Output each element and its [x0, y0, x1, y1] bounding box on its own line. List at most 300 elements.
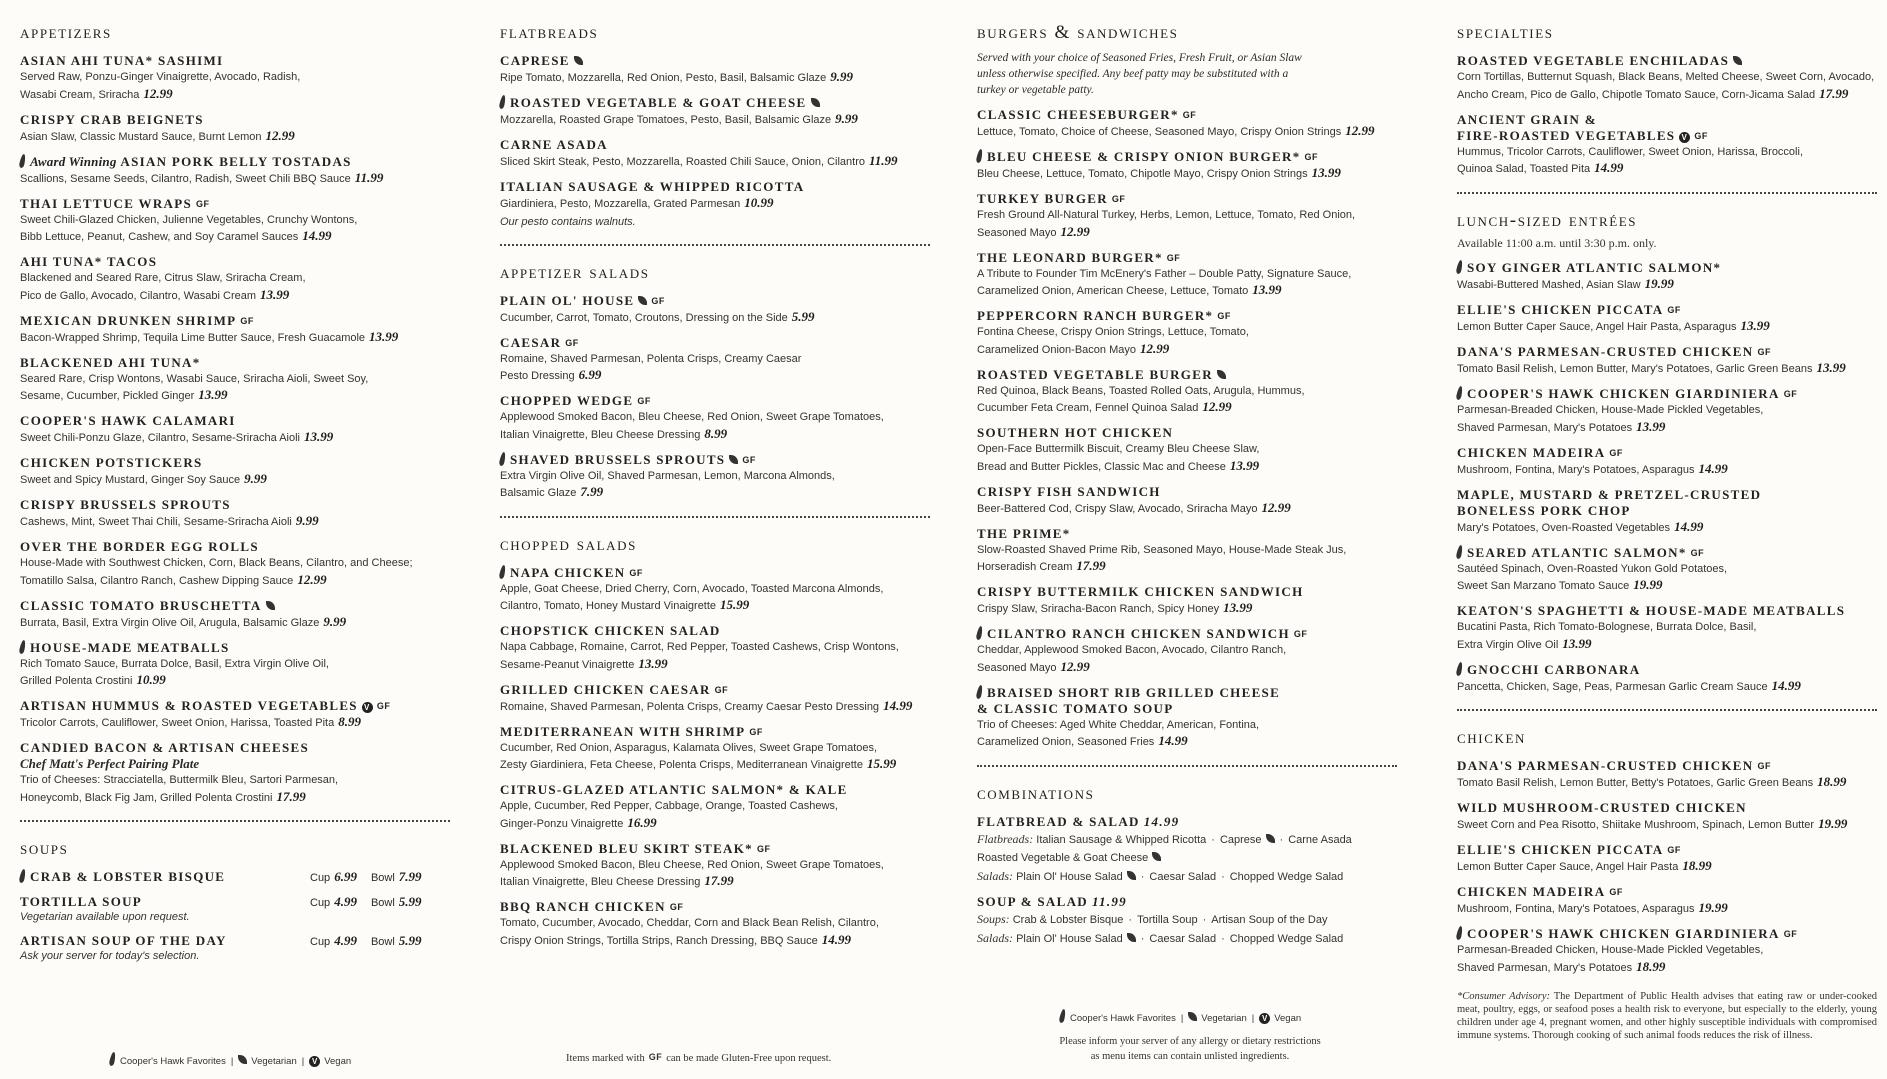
menu-item — [977, 367, 1397, 417]
item-desc: Pesto Dressing — [500, 370, 575, 382]
combo-option: Chopped Wedge Salad — [1229, 870, 1344, 883]
item-desc: Sweet and Spicy Mustard, Ginger Soy Sauce — [20, 474, 241, 486]
menu-item — [500, 179, 930, 230]
menu-item — [20, 640, 450, 690]
item-desc: Ginger-Ponzu Vinaigrette — [500, 817, 624, 830]
gluten-free-badge: GF — [1304, 152, 1319, 162]
item-price: 9.99 — [830, 69, 854, 84]
menu-item — [500, 137, 930, 171]
menu-item — [977, 107, 1397, 141]
burgers-intro — [977, 50, 1397, 98]
combo-option: Tortilla Soup — [1137, 914, 1198, 926]
item-price: 14.99 — [1158, 733, 1188, 748]
item-desc: Romaine, Shaved Parmesan, Polenta Crisps, Creamy Caesar Pesto Dressing — [500, 700, 880, 713]
advisory-label: *Consumer Advisory: — [1457, 991, 1550, 1002]
combo-flatbread-options: Flatbreads: Italian Sausage & Whipped Ricotta · Caprese · Carne Asada Roasted Vegetable & Goat Cheese — [977, 831, 1352, 864]
combo-option: Italian Sausage & Whipped Ricotta — [1036, 833, 1207, 846]
cup-price: 6.99 — [334, 869, 357, 884]
item-desc: Sautéed Spinach, Oven-Roasted Yukon Gold Potatoes, — [1457, 562, 1728, 575]
section-divider — [500, 244, 930, 246]
gluten-free-badge: GF — [714, 684, 729, 695]
item-desc: Bucatini Pasta, Rich Tomato-Bolognese, Burrata Dolce, Basil, — [1457, 621, 1757, 633]
item-name: WILD MUSHROOM-CRUSTED CHICKEN — [1457, 800, 1747, 815]
vegan-icon: V — [1679, 132, 1690, 143]
gluten-free-badge: GF — [376, 701, 391, 711]
menu-item — [20, 497, 450, 531]
gluten-free-badge: GF — [637, 396, 651, 406]
menu-item — [1457, 842, 1877, 876]
item-desc: Trio of Cheeses: Aged White Cheddar, American, Fontina, — [977, 718, 1260, 731]
item-name: COOPER'S HAWK CALAMARI — [20, 413, 236, 428]
item-desc: Caramelized Onion, American Cheese, Lettuce, Tomato — [977, 285, 1249, 297]
allergy-note-line: Please inform your server of any allergy or dietary restrictions — [1059, 1036, 1321, 1047]
item-price: 13.99 — [1223, 600, 1253, 615]
menu-item — [500, 899, 930, 949]
item-price: 6.99 — [578, 367, 602, 382]
item-name: CAESAR — [500, 334, 562, 350]
item-name: KEATON'S SPAGHETTI & HOUSE-MADE MEATBALLS — [1457, 603, 1846, 618]
item-note: Vegetarian available upon request. — [20, 910, 190, 923]
item-desc: Apple, Cucumber, Red Pepper, Cabbage, Orange, Toasted Cashews, — [500, 800, 838, 812]
cup-label: Cup — [310, 896, 331, 909]
menu-item — [1457, 112, 1877, 178]
item-desc: Ripe Tomato, Mozzarella, Red Onion, Pesto, Basil, Balsamic Glaze — [500, 72, 827, 84]
item-name: CANDIED BACON & ARTISAN CHEESES — [20, 740, 310, 755]
hawk-feather-icon — [109, 1052, 117, 1067]
item-name: ELLIE'S CHICKEN PICCATA — [1457, 302, 1664, 317]
hawk-feather-icon — [19, 869, 27, 884]
section-title-soups: soups — [20, 838, 69, 859]
cup-price: 4.99 — [334, 893, 357, 909]
gf-note-code: GF — [648, 1052, 663, 1062]
item-desc: Giardiniera, Pesto, Mozzarella, Grated Parmesan — [500, 198, 741, 210]
menu-item — [500, 452, 930, 502]
item-name: SOUP & SALAD — [977, 894, 1088, 909]
hawk-feather-icon — [976, 149, 984, 164]
item-price: 16.99 — [627, 814, 657, 830]
lunch-availability: Available 11:00 a.m. until 3:30 p.m. only. — [1457, 235, 1657, 250]
item-desc: Lemon Butter Caper Sauce, Angel Hair Pasta, Asparagus — [1457, 321, 1737, 333]
item-name: ARTISAN HUMMUS & ROASTED VEGETABLES — [20, 698, 358, 713]
item-desc: Bibb Lettuce, Peanut, Cashew, and Soy Caramel Sauces — [20, 231, 299, 243]
item-name: FLATBREAD & SALAD — [977, 813, 1140, 829]
item-name: ROASTED VEGETABLE BURGER — [977, 366, 1213, 382]
item-price: 13.99 — [198, 387, 228, 402]
item-price: 9.99 — [295, 513, 319, 528]
column-flatbreads-salads — [500, 22, 930, 1079]
gluten-free-badge: GF — [1667, 845, 1681, 855]
item-name: SEARED ATLANTIC SALMON* — [1467, 544, 1687, 560]
item-desc: Italian Vinaigrette, Bleu Cheese Dressing — [500, 876, 701, 888]
item-name: CITRUS-GLAZED ATLANTIC SALMON* & KALE — [500, 782, 848, 797]
item-name: PLAIN OL' HOUSE — [500, 292, 635, 308]
item-desc: Cucumber, Carrot, Tomato, Croutons, Dressing on the Side — [500, 311, 788, 324]
hawk-feather-icon — [976, 684, 984, 699]
item-name: SHAVED BRUSSELS SPROUTS — [510, 451, 726, 467]
menu-item — [1457, 344, 1877, 378]
item-price: 12.99 — [297, 571, 327, 587]
menu-item — [20, 598, 450, 632]
item-price: 19.99 — [1818, 816, 1848, 831]
item-desc: Seasoned Mayo — [977, 226, 1057, 239]
item-name: AHI TUNA* TACOS — [20, 254, 158, 269]
item-desc: Sweet San Marzano Tomato Sauce — [1457, 580, 1630, 592]
item-desc: Cucumber Feta Cream, Fennel Quinoa Salad — [977, 402, 1199, 414]
item-desc: Parmesan-Breaded Chicken, House-Made Pickled Vegetables, — [1457, 944, 1764, 956]
item-name: THAI LETTUCE WRAPS — [20, 195, 192, 211]
menu-item — [977, 308, 1397, 358]
gf-note-prefix: Items marked with — [566, 1053, 645, 1064]
gluten-free-badge: GF — [1757, 347, 1771, 357]
item-name: HOUSE-MADE MEATBALLS — [30, 639, 230, 655]
menu-item — [20, 154, 450, 188]
menu-item — [500, 623, 930, 673]
combo-option: Artisan Soup of the Day — [1211, 914, 1328, 926]
combo-label: Soups: — [977, 912, 1010, 926]
item-price: 11.99 — [1091, 894, 1127, 909]
gluten-free-badge: GF — [651, 295, 665, 306]
vegetarian-leaf-icon — [266, 601, 275, 610]
vegetarian-leaf-icon — [238, 1055, 247, 1064]
item-name: ITALIAN SAUSAGE & WHIPPED RICOTTA — [500, 179, 805, 194]
item-price: 13.99 — [1562, 635, 1592, 651]
item-price: 17.99 — [1819, 85, 1849, 101]
item-name: BLACKENED AHI TUNA* — [20, 354, 201, 370]
menu-item — [20, 740, 450, 806]
column-specialties-chicken — [1457, 22, 1877, 1079]
item-price: 14.99 — [1771, 677, 1801, 693]
menu-item — [1457, 545, 1877, 595]
item-desc: Crispy Onion Strings, Tortilla Strips, Ranch Dressing, BBQ Sauce — [500, 934, 818, 947]
item-desc: Cilantro, Tomato, Honey Mustard Vinaigrette — [500, 600, 717, 612]
item-name: CHICKEN POTSTICKERS — [20, 455, 203, 470]
item-name: CLASSIC TOMATO BRUSCHETTA — [20, 597, 262, 613]
item-name: CILANTRO RANCH CHICKEN SANDWICH — [987, 626, 1290, 641]
gluten-free-badge: GF — [565, 337, 579, 348]
gluten-free-badge: GF — [240, 315, 254, 326]
item-name: CRISPY CRAB BEIGNETS — [20, 111, 204, 127]
item-name: CRISPY BUTTERMILK CHICKEN SANDWICH — [977, 584, 1304, 599]
combo-option: Roasted Vegetable & Goat Cheese — [977, 851, 1149, 864]
item-price: 11.99 — [869, 153, 898, 168]
item-name: OVER THE BORDER EGG ROLLS — [20, 539, 259, 554]
item-price: 12.99 — [143, 85, 173, 101]
menu-item — [977, 250, 1397, 300]
item-name: GNOCCHI CARBONARA — [1467, 661, 1641, 677]
item-name: SOY GINGER ATLANTIC SALMON* — [1467, 260, 1722, 275]
vegetarian-leaf-icon — [1127, 871, 1136, 880]
gluten-free-badge: GF — [195, 198, 210, 209]
item-desc: Shaved Parmesan, Mary's Potatoes — [1457, 421, 1633, 434]
item-price: 8.99 — [704, 425, 728, 441]
item-price: 13.99 — [638, 655, 668, 671]
column-appetizers-soups — [20, 22, 450, 1079]
item-name: CHOPSTICK CHICKEN SALAD — [500, 623, 721, 638]
item-desc: Shaved Parmesan, Mary's Potatoes — [1457, 961, 1633, 974]
item-name: DANA'S PARMESAN-CRUSTED CHICKEN — [1457, 344, 1754, 359]
item-desc: Cheddar, Applewood Smoked Bacon, Avocado, Cilantro Ranch, — [977, 644, 1287, 656]
item-price: 19.99 — [1698, 900, 1728, 915]
item-desc: Zesty Giardiniera, Feta Cheese, Polenta Crisps, Mediterranean Vinaigrette — [500, 759, 863, 771]
bowl-price: 5.99 — [398, 893, 422, 909]
section-title-flatbreads: flatbreads — [500, 22, 599, 43]
gluten-free-badge: GF — [756, 843, 771, 854]
item-price: 14.99 — [1674, 518, 1704, 534]
item-desc: Bleu Cheese, Lettuce, Tomato, Chipotle Mayo, Crispy Onion Strings — [977, 168, 1308, 180]
combo-salad-options: Salads: Plain Ol' House Salad · Caesar Salad · Chopped Wedge Salad — [977, 868, 1344, 883]
gluten-free-badge: GF — [1609, 887, 1623, 897]
item-desc: Extra Virgin Olive Oil — [1457, 638, 1559, 651]
item-desc: Scallions, Sesame Seeds, Cilantro, Radish, Sweet Chili BBQ Sauce — [20, 172, 351, 185]
combo-option: Plain Ol' House Salad — [1016, 933, 1123, 945]
gluten-free-note — [566, 1052, 831, 1064]
item-desc: Fontina Cheese, Crispy Onion Strings, Lettuce, Tomato, — [977, 326, 1249, 338]
legend-vegetarian: Vegetarian — [251, 1056, 297, 1067]
item-name-line2: FIRE-ROASTED VEGETABLES — [1457, 127, 1676, 143]
item-desc: Sweet Chili-Glazed Chicken, Julienne Vegetables, Crunchy Wontons, — [20, 213, 358, 226]
combo-option: Caesar Salad — [1149, 933, 1217, 945]
menu-item — [977, 626, 1397, 676]
item-name: ANCIENT GRAIN & — [1457, 111, 1597, 127]
hawk-feather-icon — [499, 564, 507, 579]
item-price: 13.99 — [1252, 282, 1282, 297]
item-desc: Mushroom, Fontina, Mary's Potatoes, Asparagus — [1457, 903, 1695, 915]
item-name: ROASTED VEGETABLE & GOAT CHEESE — [510, 95, 807, 110]
item-name: CHOPPED WEDGE — [500, 393, 634, 408]
menu-item — [977, 191, 1397, 241]
item-desc: Red Quinoa, Black Beans, Toasted Rolled Oats, Arugula, Hummus, — [977, 384, 1305, 397]
combo-option: Caprese — [1219, 833, 1262, 846]
item-desc: Cucumber, Red Onion, Asparagus, Kalamata Olives, Sweet Grape Tomatoes, — [500, 741, 878, 754]
section-title-appetizer-salads: appetizer salads — [500, 261, 650, 283]
allergy-note — [1000, 1034, 1380, 1064]
item-price: 14.99 — [1594, 160, 1624, 175]
item-price: 14.99 — [302, 228, 332, 243]
vegetarian-leaf-icon — [638, 296, 647, 305]
item-price: 18.99 — [1682, 858, 1712, 873]
item-price: 12.99 — [1060, 658, 1090, 674]
menu-item — [500, 682, 930, 716]
item-desc: Sliced Skirt Steak, Pesto, Mozzarella, Roasted Chili Sauce, Onion, Cilantro — [500, 156, 865, 168]
vegetarian-leaf-icon — [1266, 834, 1275, 843]
cup-label: Cup — [310, 936, 331, 948]
hawk-feather-icon — [1456, 386, 1464, 401]
section-divider — [977, 765, 1397, 767]
menu-item — [20, 313, 450, 347]
item-name: ASIAN PORK BELLY TOSTADAS — [120, 153, 352, 169]
item-desc: Hummus, Tricolor Carrots, Cauliflower, Sweet Onion, Harissa, Broccoli, — [1457, 145, 1803, 158]
menu-item — [20, 53, 450, 103]
item-price: 12.99 — [1345, 123, 1375, 138]
vegetarian-leaf-icon — [811, 98, 820, 107]
item-price: 15.99 — [866, 756, 897, 771]
item-name: THE LEONARD BURGER* — [977, 249, 1163, 265]
item-desc: Seasoned Mayo — [977, 661, 1057, 674]
legend: Cooper's Hawk Favorites | Vegetarian | V Vegan — [110, 1052, 351, 1067]
item-name: MEDITERRANEAN WITH SHRIMP — [500, 723, 746, 739]
menu-item — [977, 526, 1397, 576]
item-price: 13.99 — [369, 328, 399, 344]
item-price: 9.99 — [835, 111, 858, 126]
item-desc: Pico de Gallo, Avocado, Cilantro, Wasabi Cream — [20, 289, 257, 302]
vegan-icon: V — [309, 1056, 320, 1067]
item-price: 10.99 — [136, 672, 166, 687]
pesto-note: Our pesto contains walnuts. — [500, 215, 636, 228]
menu-item — [977, 425, 1397, 475]
item-desc: Mushroom, Fontina, Mary's Potatoes, Asparagus — [1457, 463, 1695, 476]
item-price: 15.99 — [720, 597, 750, 612]
item-price: 13.99 — [304, 429, 334, 444]
menu-item — [1457, 487, 1877, 537]
menu-item — [500, 95, 930, 129]
hawk-feather-icon — [499, 451, 507, 466]
item-name: GRILLED CHICKEN CAESAR — [500, 681, 711, 697]
item-name: CHICKEN MADEIRA — [1457, 884, 1606, 899]
menu-item — [977, 149, 1397, 183]
menu-item — [20, 698, 450, 732]
menu-item — [500, 293, 930, 327]
menu-item — [20, 933, 450, 964]
legend: Cooper's Hawk Favorites | Vegetarian | V Vegan — [1060, 1009, 1301, 1024]
item-desc: Slow-Roasted Shaved Prime Rib, Seasoned Mayo, House-Made Steak Jus, — [977, 543, 1347, 556]
gluten-free-badge: GF — [1783, 929, 1798, 939]
gluten-free-badge: GF — [629, 567, 643, 578]
menu-item — [500, 335, 930, 385]
item-desc: Bacon-Wrapped Shrimp, Tequila Lime Butter Sauce, Fresh Guacamole — [20, 331, 366, 344]
consumer-advisory — [1457, 990, 1877, 1042]
item-desc: Beer-Battered Cod, Crispy Slaw, Avocado, Sriracha Mayo — [977, 502, 1258, 515]
item-desc: Applewood Smoked Bacon, Bleu Cheese, Red Onion, Sweet Grape Tomatoes, — [500, 858, 884, 871]
gluten-free-badge: GF — [1690, 547, 1705, 558]
gluten-free-badge: GF — [669, 902, 684, 912]
menu-item — [20, 112, 450, 146]
bowl-label: Bowl — [370, 872, 395, 884]
item-desc: Italian Vinaigrette, Bleu Cheese Dressing — [500, 428, 701, 441]
combo-label: Salads: — [977, 868, 1013, 883]
menu-item — [1457, 800, 1877, 834]
item-price: 13.99 — [1311, 165, 1341, 180]
item-price: 13.99 — [1636, 418, 1666, 434]
item-name: CRAB & LOBSTER BISQUE — [30, 869, 226, 884]
item-price: 12.99 — [1060, 223, 1090, 239]
item-name: CRISPY BRUSSELS SPROUTS — [20, 497, 231, 512]
item-desc: A Tribute to Founder Tim McEnery's Father – Double Patty, Signature Sauce, — [977, 267, 1352, 280]
gluten-free-badge: GF — [1667, 305, 1681, 315]
item-price: 12.99 — [1139, 340, 1170, 356]
item-price: 14.99 — [1698, 460, 1728, 476]
item-name: ROASTED VEGETABLE ENCHILADAS — [1457, 53, 1730, 68]
item-name: MAPLE, MUSTARD & PRETZEL-CRUSTED — [1457, 486, 1762, 502]
hawk-feather-icon — [499, 95, 507, 110]
menu-item — [20, 254, 450, 304]
menu-item — [20, 539, 450, 589]
item-desc: Fresh Ground All-Natural Turkey, Herbs, Lemon, Lettuce, Tomato, Red Onion, — [977, 209, 1356, 221]
item-desc: Bread and Butter Pickles, Classic Mac and Cheese — [977, 460, 1226, 473]
item-price: 8.99 — [338, 714, 361, 729]
item-desc: Balsamic Glaze — [500, 487, 577, 499]
legend-favorites: Cooper's Hawk Favorites — [120, 1056, 226, 1067]
item-price: 18.99 — [1817, 774, 1847, 789]
hawk-feather-icon — [1456, 544, 1464, 559]
gluten-free-badge: GF — [1609, 447, 1623, 458]
item-price: 17.99 — [1076, 558, 1106, 573]
menu-item — [20, 455, 450, 489]
vegetarian-leaf-icon — [729, 455, 738, 464]
combo-label: Flatbreads: — [977, 831, 1034, 846]
item-name: CLASSIC CHEESEBURGER* — [977, 107, 1179, 122]
item-desc: Corn Tortillas, Butternut Squash, Black Beans, Melted Cheese, Sweet Corn, Avocado, — [1457, 71, 1875, 83]
item-desc: Sweet Corn and Pea Risotto, Shiitake Mushroom, Spinach, Lemon Butter — [1457, 819, 1815, 831]
item-desc: Asian Slaw, Classic Mustard Sauce, Burnt Lemon — [20, 130, 262, 143]
menu-item — [1457, 302, 1877, 336]
item-desc: Grilled Polenta Crostini — [20, 675, 133, 687]
menu-item — [500, 724, 930, 774]
item-desc: Served Raw, Ponzu-Ginger Vinaigrette, Avocado, Radish, — [20, 71, 301, 83]
menu-item — [20, 894, 450, 925]
menu-item — [500, 53, 930, 87]
hawk-feather-icon — [19, 639, 27, 654]
hawk-feather-icon — [1456, 661, 1464, 676]
hawk-feather-icon — [1456, 260, 1464, 275]
item-name-line2: BONELESS PORK CHOP — [1457, 502, 1631, 518]
menu-item — [20, 196, 450, 246]
item-desc: Parmesan-Breaded Chicken, House-Made Pickled Vegetables, — [1457, 404, 1764, 416]
item-price: 18.99 — [1636, 958, 1666, 974]
item-name: SOUTHERN HOT CHICKEN — [977, 425, 1174, 440]
gluten-free-badge: GF — [742, 454, 756, 465]
item-desc: Lettuce, Tomato, Choice of Cheese, Seasoned Mayo, Crispy Onion Strings — [977, 126, 1342, 138]
section-title-combinations: combinations — [977, 782, 1095, 804]
hawk-feather-icon — [976, 626, 984, 641]
vegetarian-leaf-icon — [1152, 852, 1161, 861]
menu-item — [20, 869, 450, 885]
item-desc: Apple, Goat Cheese, Dried Cherry, Corn, Avocado, Toasted Marcona Almonds, — [500, 582, 884, 595]
section-divider — [20, 820, 450, 822]
item-desc: Tomato Basil Relish, Lemon Butter, Betty's Potatoes, Garlic Green Beans — [1457, 777, 1814, 789]
item-price: 10.99 — [744, 195, 774, 210]
item-desc: Lemon Butter Caper Sauce, Angel Hair Pasta — [1457, 861, 1679, 873]
item-price: 12.99 — [265, 127, 295, 143]
item-desc: Mozzarella, Roasted Grape Tomatoes, Pesto, Basil, Balsamic Glaze — [500, 114, 832, 126]
combo-option: Plain Ol' House Salad — [1016, 870, 1123, 883]
menu-item — [1457, 926, 1877, 976]
item-name: MEXICAN DRUNKEN SHRIMP — [20, 312, 237, 328]
gluten-free-badge: GF — [1694, 130, 1708, 141]
item-name: COOPER'S HAWK CHICKEN GIARDINIERA — [1467, 926, 1780, 941]
item-price: 13.99 — [260, 286, 290, 302]
item-price: 17.99 — [704, 873, 734, 888]
advisory-text: The Department of Public Health advises that eating raw or under-cooked meat, poultry, eggs, or seafood poses a health risk to everyone, but especially to the elderly, young children under age 4, pregnant women, and other highly susceptible individuals with compromised immune systems. Thorough cooking of such animal foods reduces the risk of illness. — [1457, 991, 1877, 1041]
item-name: THE PRIME* — [977, 525, 1071, 541]
item-desc: House-Made with Southwest Chicken, Corn, Black Beans, Cilantro, and Cheese; — [20, 557, 413, 569]
burgers-intro-line: turkey or vegetable patty. — [977, 84, 1094, 96]
menu-item — [500, 782, 930, 832]
item-desc: Burrata, Basil, Extra Virgin Olive Oil, Arugula, Balsamic Glaze — [20, 616, 320, 629]
item-desc: Mary's Potatoes, Oven-Roasted Vegetables — [1457, 521, 1671, 534]
item-price: 12.99 — [1202, 399, 1232, 414]
hawk-feather-icon — [1456, 926, 1464, 941]
gf-note-suffix: can be made Gluten-Free upon request. — [666, 1053, 832, 1064]
section-title-burgers: burgers & sandwiches — [977, 22, 1179, 43]
item-name-line2: & CLASSIC TOMATO SOUP — [977, 700, 1174, 716]
item-desc: Napa Cabbage, Romaine, Carrot, Red Pepper, Toasted Cashews, Crisp Wontons, — [500, 641, 899, 653]
gluten-free-badge: GF — [1182, 110, 1197, 120]
item-name: NAPA CHICKEN — [510, 564, 626, 580]
menu-item — [500, 841, 930, 891]
item-price: 19.99 — [1633, 577, 1663, 592]
combo-option: Chopped Wedge Salad — [1229, 933, 1344, 945]
vegan-icon: V — [1259, 1013, 1270, 1024]
